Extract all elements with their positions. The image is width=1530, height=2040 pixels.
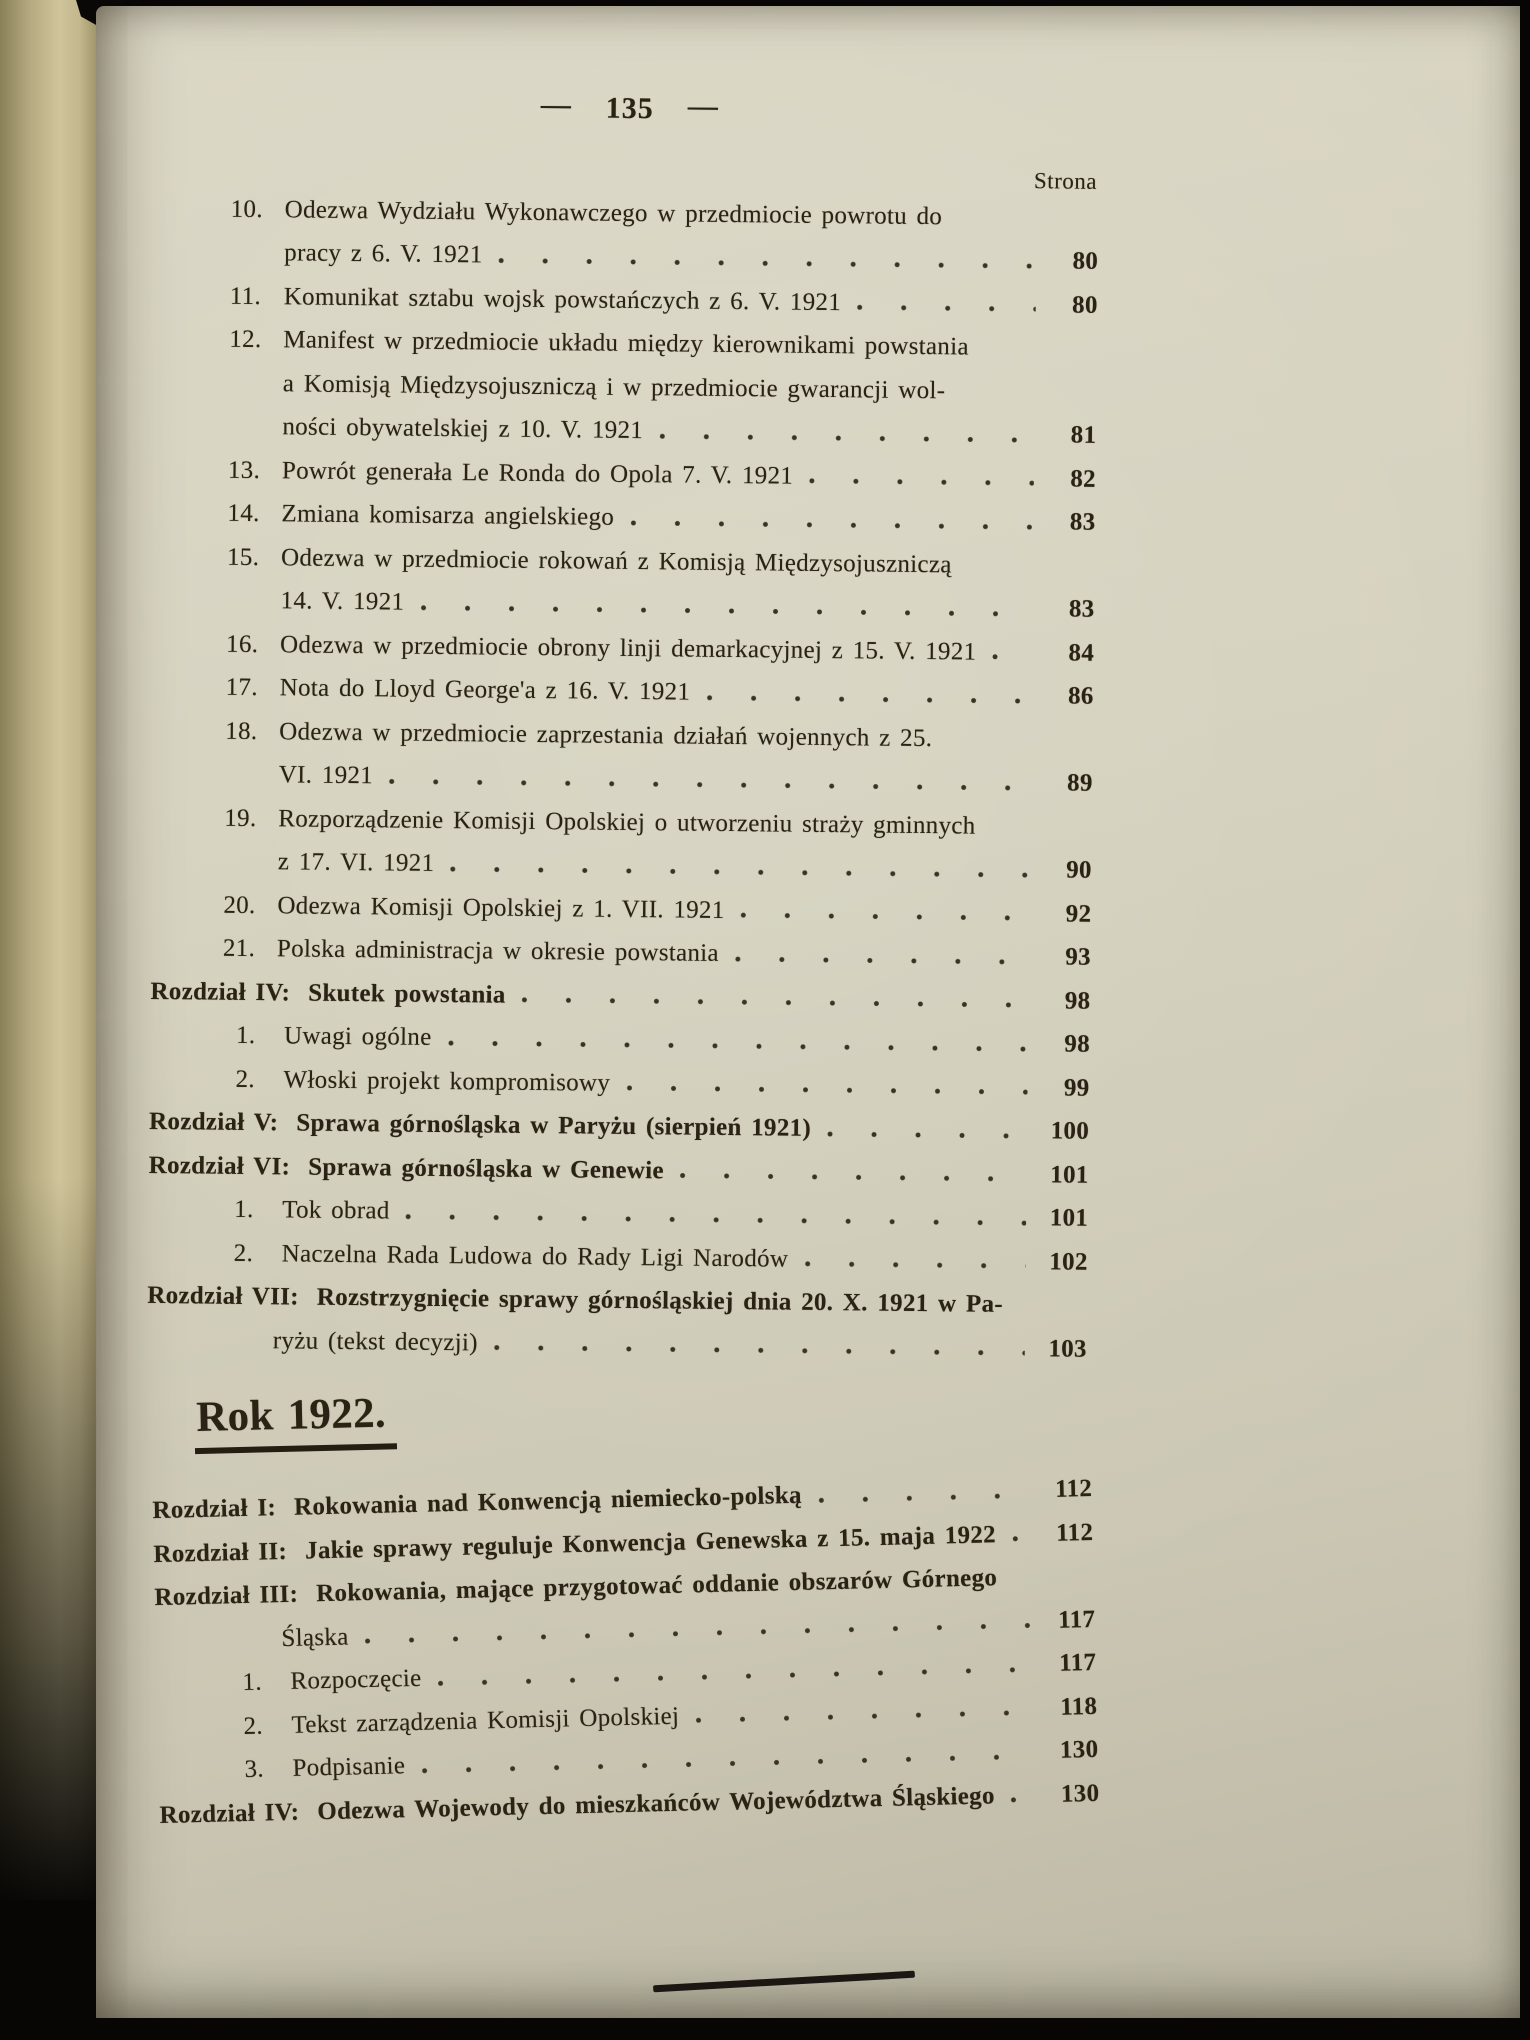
toc-row <box>151 932 1091 974</box>
toc-row <box>159 1778 1100 1833</box>
toc-row-label: Rozdział IV: <box>150 977 291 1007</box>
toc-row-text: Odezwa w przedmiocie rokowań z Komisją Międzysojuszniczą <box>280 544 952 579</box>
toc-row-text: Odezwa w przedmiocie obrony linji demarkacyjnej z 15. V. 1921 <box>279 631 977 666</box>
toc-row-label: 18. <box>225 717 258 745</box>
toc-row-text: Rozstrzygnięcie sprawy górnośląskiej dnia 20. X. 1921 w Pa- <box>316 1284 1004 1319</box>
dot-leader <box>450 864 1030 880</box>
dot-leader <box>626 1083 1028 1097</box>
toc-row <box>150 976 1090 1018</box>
toc-row-page: 103 <box>1048 1335 1087 1363</box>
toc-row-text: Jakie sprawy reguluje Konwencja Genewska z 15. maja 1922 <box>304 1521 997 1565</box>
toc-row-label: Rozdział IV: <box>159 1798 300 1829</box>
toc-row <box>151 889 1091 931</box>
dot-leader <box>659 431 1034 445</box>
dot-leader <box>447 1038 1028 1054</box>
toc-row-text: Odezwa w przedmiocie zaprzestania działań wojennych z 25. <box>279 718 933 753</box>
toc-row-label: Rozdział V: <box>148 1108 279 1137</box>
folio-dash-right: — <box>687 89 719 123</box>
toc-row-text: Rokowania, mające przygotować oddanie obszarów Górnego <box>315 1564 998 1608</box>
toc-row <box>147 1280 1087 1322</box>
dot-leader <box>499 255 1037 271</box>
toc-row-label: 1. <box>235 1022 256 1050</box>
page-number-header <box>160 84 1100 133</box>
toc-row-text: ryżu (tekst decyzji) <box>272 1327 478 1357</box>
toc-row-text: Polska administracja w okresie powstania <box>276 935 720 968</box>
toc-row-text: Powrót generała Le Ronda do Opola 7. V. 1921 <box>281 457 794 490</box>
toc-row-text: Rozpoczęcie <box>290 1665 422 1696</box>
folio-dash-left: — <box>540 87 572 122</box>
toc-row <box>159 193 1099 235</box>
toc-row <box>152 845 1092 887</box>
toc-row-text: Tok obrad <box>282 1196 390 1225</box>
toc-row-text: Tekst zarządzenia Komisji Opolskiej <box>291 1702 680 1739</box>
facing-page-edge <box>0 0 102 1900</box>
dot-leader <box>365 1621 1034 1647</box>
dot-leader <box>1011 1795 1038 1806</box>
toc-row-page: 90 <box>1066 856 1092 885</box>
toc-row <box>153 758 1093 800</box>
dot-leader <box>420 603 1032 619</box>
dot-leader <box>857 303 1036 315</box>
toc-row-text: Sprawa górnośląska w Paryżu (sierpień 1921) <box>296 1109 812 1143</box>
toc-row-label: 10. <box>230 195 263 223</box>
toc-row <box>154 584 1094 626</box>
toc-row-label: 21. <box>222 935 256 963</box>
dot-leader <box>389 776 1031 793</box>
toc-row-label: Rozdział VI: <box>148 1151 291 1181</box>
toc-row-text: Nota do Lloyd George'a z 16. V. 1921 <box>279 674 691 706</box>
toc-row-page: 98 <box>1064 987 1091 1015</box>
toc-row-label: 13. <box>227 456 261 484</box>
toc-row <box>158 236 1098 278</box>
dot-leader <box>809 476 1034 488</box>
toc-row-text: z 17. VI. 1921 <box>277 848 435 878</box>
toc-row <box>150 1019 1090 1061</box>
toc-row-text: Rozporządzenie Komisji Opolskiej o utworzeniu straży gminnych <box>278 805 976 840</box>
toc-row-text: Odezwa Wydziału Wykonawczego w przedmiocie powrotu do <box>284 196 943 231</box>
toc-row <box>156 454 1096 496</box>
toc-row-page: 101 <box>1050 1161 1089 1189</box>
year-heading: Rok 1922. <box>194 1392 397 1455</box>
toc-row-text: Odezwa Komisji Opolskiej z 1. VII. 1921 <box>277 892 725 924</box>
toc-row-label: Rozdział VII: <box>147 1282 300 1311</box>
dot-leader <box>522 995 1029 1010</box>
bottom-rule <box>653 1971 915 1993</box>
folio-number: 135 <box>605 91 654 126</box>
toc-section-1921 <box>147 84 1100 1366</box>
toc-row-label: 15. <box>226 543 260 571</box>
toc-row-page: 117 <box>1057 1605 1096 1634</box>
dot-leader <box>735 954 1029 967</box>
toc-row <box>152 802 1092 844</box>
toc-row <box>154 671 1094 713</box>
toc-row-page: 92 <box>1065 900 1092 928</box>
toc-row-label: 2. <box>243 1712 264 1740</box>
toc-row-page: 117 <box>1058 1649 1097 1678</box>
toc-row-page: 102 <box>1049 1248 1088 1276</box>
toc-row <box>155 541 1095 583</box>
toc-row-label: 20. <box>223 891 256 919</box>
toc-section-1922 <box>149 1345 1100 1832</box>
toc-row-page: 118 <box>1059 1692 1098 1721</box>
toc-row-text: 14. V. 1921 <box>280 587 405 616</box>
page-column-label: Strona <box>1033 168 1098 194</box>
toc-row-page: 130 <box>1060 1779 1100 1808</box>
dot-leader <box>1012 1534 1032 1544</box>
toc-row-page: 100 <box>1050 1117 1090 1146</box>
toc-row <box>157 323 1097 365</box>
toc-row-text: Komunikat sztabu wojsk powstańczych z 6. V. 1921 <box>283 283 842 317</box>
toc-row-text: Rokowania nad Konwencją niemiecko-polską <box>293 1482 803 1522</box>
dot-leader <box>680 1171 1027 1185</box>
toc-row <box>155 497 1095 539</box>
dot-leader <box>406 1212 1027 1228</box>
toc-row-page: 80 <box>1072 247 1099 276</box>
dot-leader <box>706 693 1032 706</box>
toc-row <box>154 628 1094 670</box>
toc-row-text: pracy z 6. V. 1921 <box>284 239 483 269</box>
toc-row-label: 17. <box>225 674 258 702</box>
toc-row-label: 2. <box>235 1065 256 1093</box>
toc-row-text: Manifest w przedmiocie układu między kierownikami powstania <box>283 326 969 361</box>
toc-row-text: Skutek powstania <box>308 979 506 1009</box>
toc-row-label: 14. <box>227 500 260 528</box>
toc-row <box>148 1193 1088 1235</box>
toc-row <box>157 367 1097 409</box>
toc-row-label: 1. <box>242 1668 263 1697</box>
table-of-contents <box>147 84 1100 1843</box>
toc-row-page: 89 <box>1066 769 1093 798</box>
toc-row-label: 16. <box>225 630 259 658</box>
dot-leader <box>818 1490 1031 1505</box>
dot-leader <box>695 1708 1035 1726</box>
toc-row-page: 84 <box>1068 639 1095 667</box>
toc-row-text: Sprawa górnośląska w Genewie <box>308 1153 664 1185</box>
toc-row-text: Śląska <box>281 1623 349 1652</box>
toc-row-page: 112 <box>1055 1518 1094 1547</box>
toc-row-label: 11. <box>229 282 262 310</box>
toc-row-text: Zmiana komisarza angielskiego <box>281 500 615 532</box>
toc-row-label: Rozdział I: <box>152 1494 277 1525</box>
toc-row-page: 83 <box>1068 595 1095 624</box>
toc-row-text: Podpisanie <box>292 1752 406 1783</box>
book-page <box>96 6 1520 2018</box>
toc-row-page: 81 <box>1070 421 1097 450</box>
dot-leader <box>804 1259 1026 1271</box>
toc-row-page: 93 <box>1065 943 1092 972</box>
toc-row-text: VI. 1921 <box>278 761 374 790</box>
toc-row <box>148 1237 1088 1279</box>
toc-row-page: 101 <box>1049 1204 1089 1233</box>
toc-row-label: 12. <box>229 326 262 354</box>
toc-row-text: Uwagi ogólne <box>283 1022 432 1052</box>
toc-row <box>156 410 1096 452</box>
toc-row <box>153 715 1093 757</box>
toc-row-text: Włoski projekt kompromisowy <box>283 1066 611 1097</box>
dot-leader <box>992 652 1032 662</box>
toc-row-label: 19. <box>224 804 257 832</box>
toc-row-label: 2. <box>233 1239 254 1267</box>
toc-row-page: 83 <box>1069 508 1096 537</box>
toc-row-label: Rozdział III: <box>154 1581 299 1612</box>
toc-row-page: 99 <box>1063 1074 1090 1102</box>
toc-row <box>149 1106 1089 1148</box>
toc-row-text: Odezwa Wojewody do mieszkańców Województwa Śląskiego <box>316 1782 996 1826</box>
toc-row-page: 112 <box>1054 1475 1093 1504</box>
toc-row-text: Naczelna Rada Ludowa do Rady Ligi Narodów <box>281 1240 789 1273</box>
toc-row-text: ności obywatelskiej z 10. V. 1921 <box>282 413 644 445</box>
toc-row-label: 1. <box>234 1196 254 1224</box>
toc-row-page: 82 <box>1070 465 1097 493</box>
toc-row-page: 80 <box>1071 291 1098 319</box>
toc-row-text: a Komisją Międzysojuszniczą i w przedmiocie gwarancji wol- <box>282 370 946 405</box>
dot-leader <box>421 1751 1036 1775</box>
toc-row <box>148 1150 1088 1192</box>
dot-leader <box>630 518 1033 532</box>
dot-leader <box>437 1664 1034 1688</box>
toc-row <box>149 1063 1089 1105</box>
dot-leader <box>827 1129 1027 1141</box>
toc-row-page: 86 <box>1067 682 1094 711</box>
toc-row-label: Rozdział II: <box>153 1537 288 1568</box>
toc-row-label: 3. <box>244 1755 265 1784</box>
toc-row <box>158 280 1098 322</box>
toc-row-page: 98 <box>1064 1030 1091 1059</box>
dot-leader <box>741 911 1030 924</box>
toc-row-page: 130 <box>1059 1736 1099 1765</box>
toc-rows-1921 <box>147 193 1099 1366</box>
